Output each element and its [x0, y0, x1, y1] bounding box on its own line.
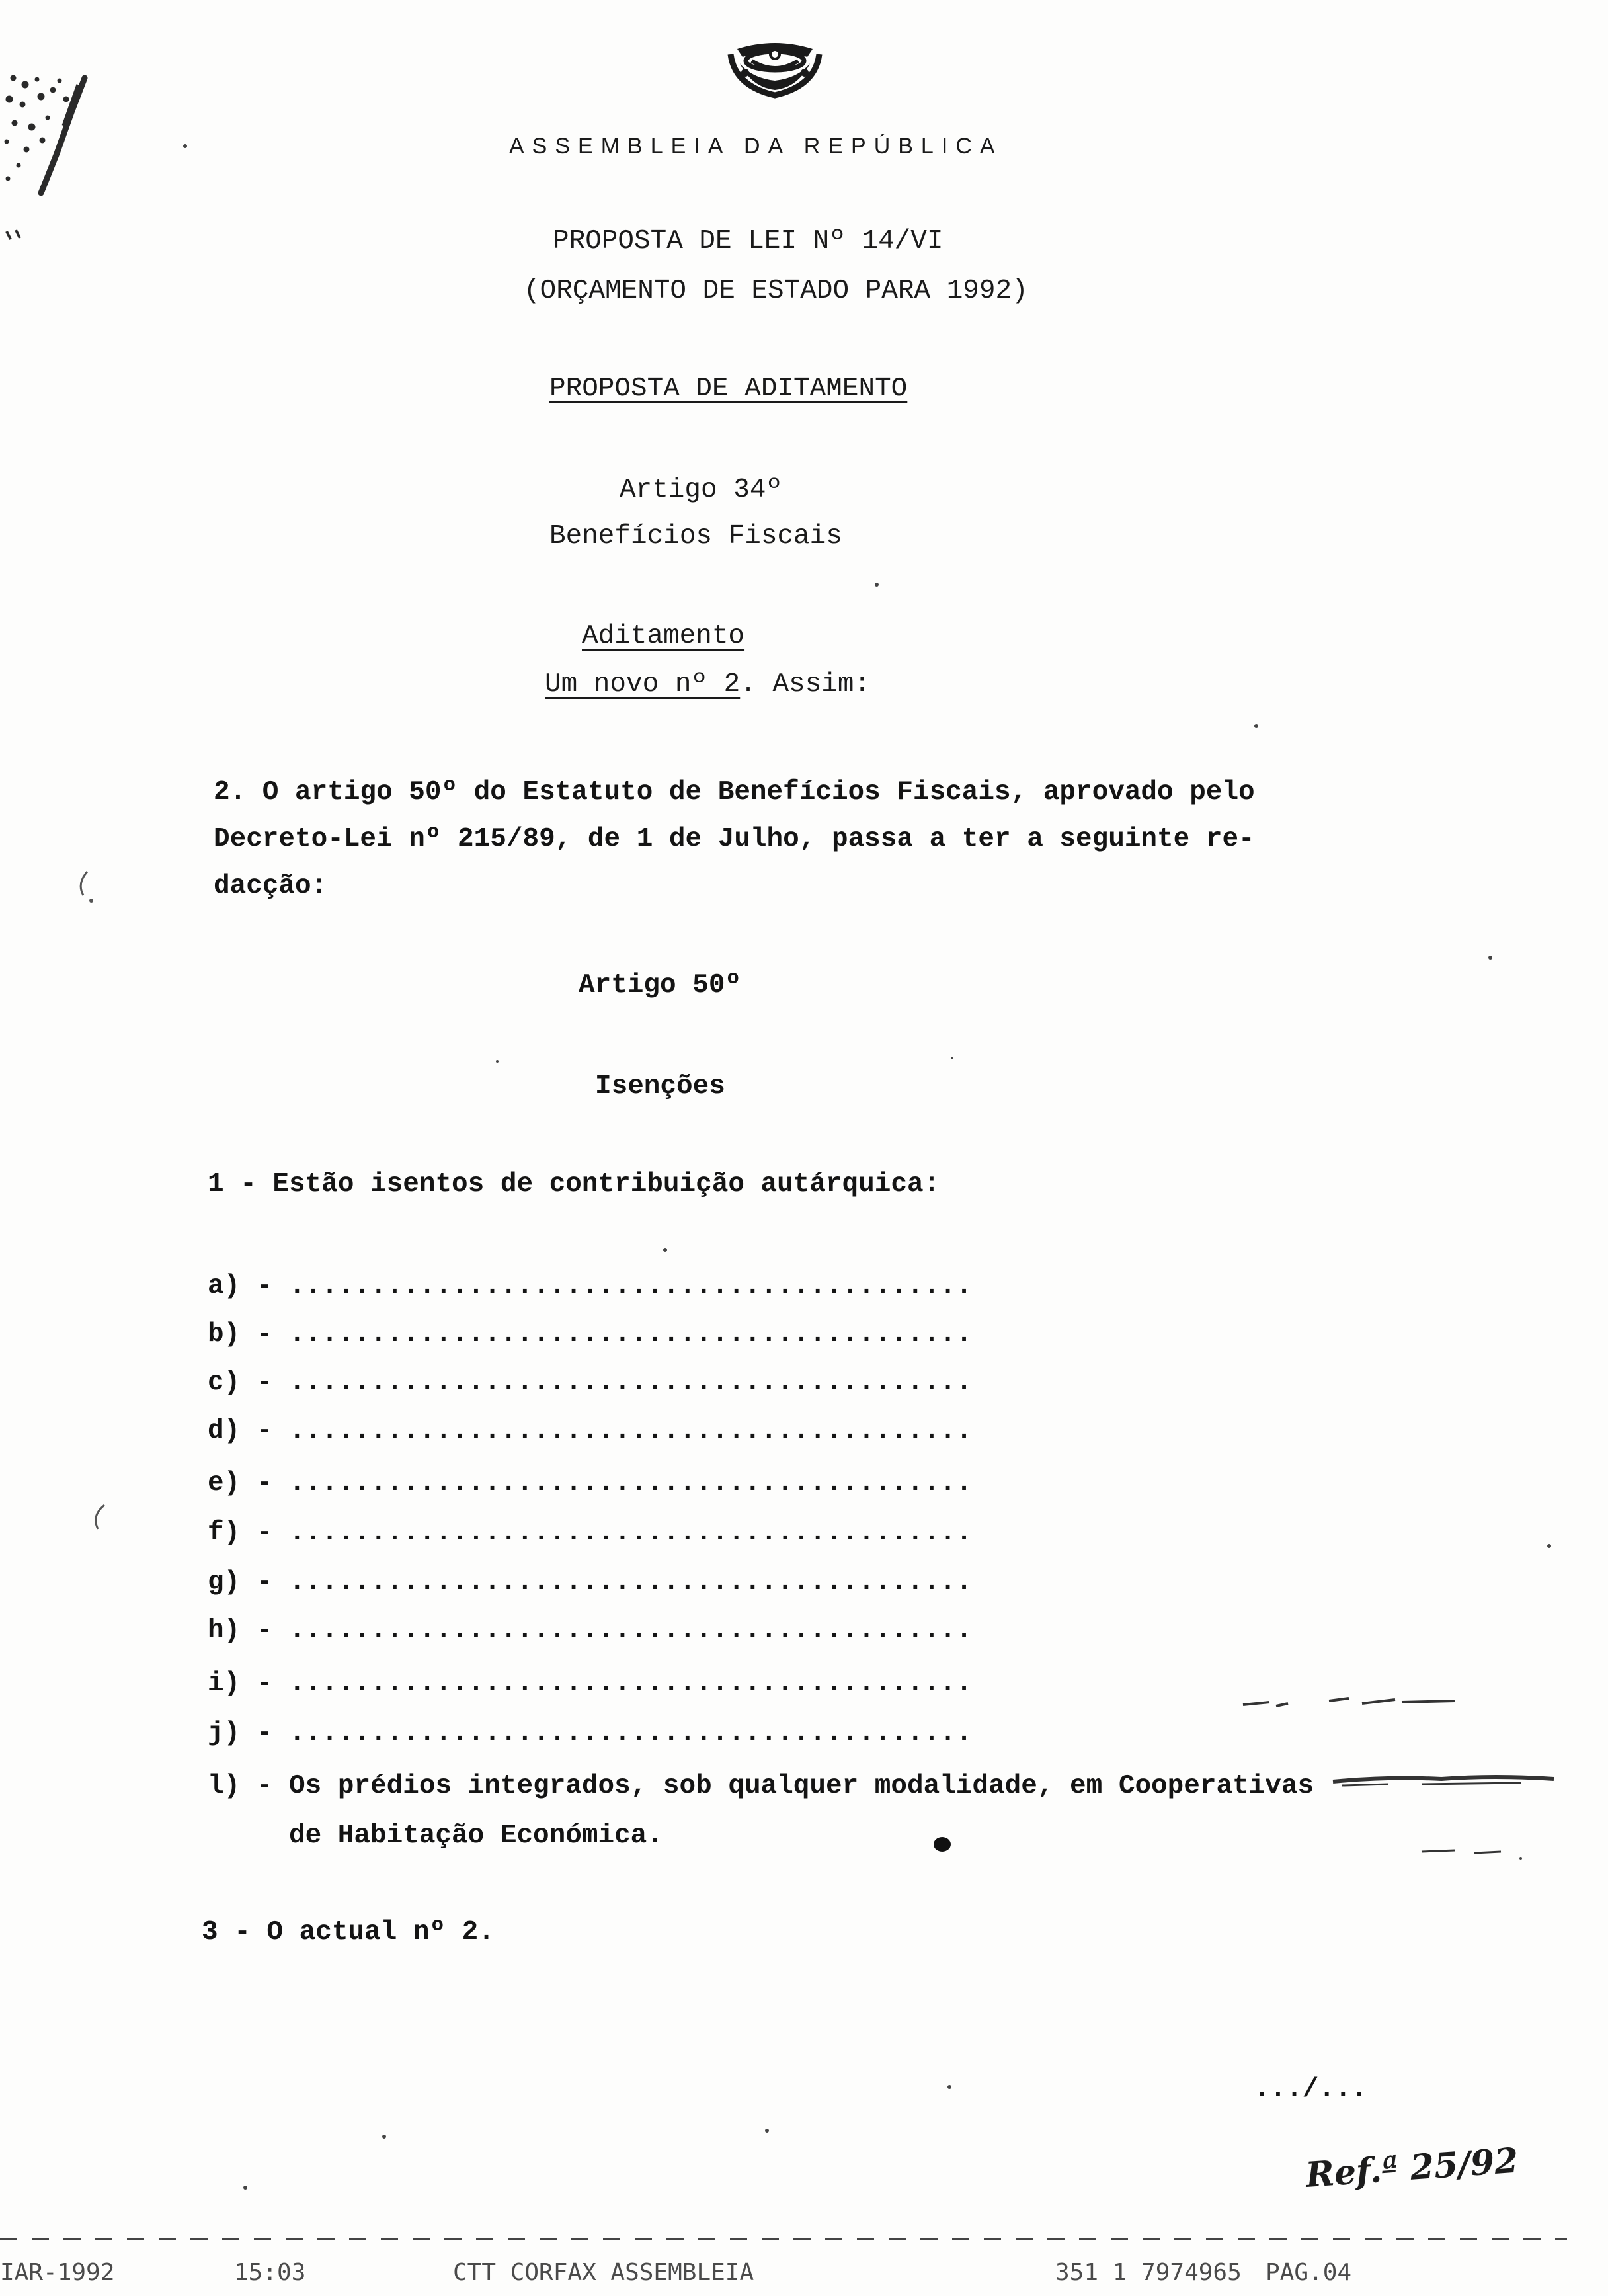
scan-speck	[89, 899, 93, 903]
list-item	[208, 1469, 972, 1497]
fax-date: IAR-1992	[0, 2259, 115, 2286]
scan-mark	[81, 872, 87, 895]
list-item	[208, 1569, 972, 1596]
list-item	[208, 1272, 972, 1300]
item-dots: ..........................................	[289, 1416, 973, 1446]
item-dots: ..........................................	[289, 1319, 973, 1350]
item-dots: ..........................................	[289, 1616, 973, 1646]
item-label: g) -	[208, 1567, 273, 1598]
item-label: l) -	[208, 1771, 273, 1801]
list-item	[208, 1617, 972, 1645]
list-item	[208, 1519, 972, 1547]
item-label: h) -	[208, 1616, 273, 1646]
item-label: a) -	[208, 1271, 273, 1301]
proposal-type: PROPOSTA DE ADITAMENTO	[549, 374, 908, 404]
list-item	[208, 1719, 972, 1747]
list-item	[208, 1670, 972, 1698]
fax-time: 15:03	[234, 2259, 306, 2286]
item-dots: ..........................................	[289, 1567, 973, 1598]
item-label: f) -	[208, 1518, 273, 1548]
article-number: Artigo 34º	[620, 475, 783, 505]
item-dots: ..........................................	[289, 1368, 973, 1398]
institution-name: ASSEMBLEIA DA REPÚBLICA	[509, 134, 1003, 159]
item-dots: ..........................................	[289, 1668, 973, 1699]
continuation-mark: .../...	[1254, 2074, 1368, 2105]
bill-subject: (ORÇAMENTO DE ESTADO PARA 1992)	[524, 276, 1028, 306]
list-item	[208, 1369, 972, 1397]
amendment-heading: Aditamento	[582, 621, 745, 651]
list-item-l	[208, 1772, 1314, 1800]
article-title: Benefícios Fiscais	[549, 521, 842, 552]
list-item-l-continuation: de Habitação Económica.	[289, 1821, 663, 1851]
bill-number: PROPOSTA DE LEI Nº 14/VI	[553, 226, 944, 257]
fax-sender: CTT CORFAX ASSEMBLEIA	[453, 2259, 754, 2286]
item-dots: ..........................................	[289, 1468, 973, 1498]
item-dots: ..........................................	[289, 1271, 973, 1301]
item-label: d) -	[208, 1416, 273, 1446]
item-label: e) -	[208, 1468, 273, 1498]
item-dots: ..........................................	[289, 1518, 973, 1548]
scan-smudge-top-left	[5, 75, 85, 239]
item-label: j) -	[208, 1718, 273, 1748]
item-label: b) -	[208, 1319, 273, 1350]
item-dots: ..........................................	[289, 1718, 973, 1748]
scan-specks	[183, 144, 1551, 2190]
coat-of-arms-icon	[725, 34, 824, 101]
amendment-intro-underlined: Um novo nº 2	[545, 669, 741, 700]
handwritten-reference: Ref.ª 25/92	[1304, 2140, 1520, 2195]
clause-3: 3 - O actual nº 2.	[202, 1917, 495, 1948]
amendment-intro	[545, 671, 870, 698]
item-label: i) -	[208, 1668, 273, 1699]
new-article-title: Isenções	[595, 1071, 725, 1102]
paragraph-line: Decreto-Lei nº 215/89, de 1 de Julho, passa a ter a seguinte re-	[214, 824, 1255, 854]
list-item	[208, 1417, 972, 1445]
paragraph-line: dacção:	[214, 871, 328, 901]
ink-blot	[934, 1837, 951, 1852]
item-label: c) -	[208, 1368, 273, 1398]
item-text: Os prédios integrados, sob qualquer modalidade, em Cooperativas	[289, 1771, 1314, 1801]
paragraph-line: 2. O artigo 50º do Estatuto de Benefícios Fiscais, aprovado pelo	[214, 777, 1255, 807]
scan-mark	[96, 1505, 104, 1529]
fax-page: PAG.04	[1266, 2259, 1352, 2286]
amendment-intro-rest: . Assim:	[740, 669, 871, 700]
list-item	[208, 1321, 972, 1348]
new-article-number: Artigo 50º	[579, 970, 742, 1001]
clause-1: 1 - Estão isentos de contribuição autárquica:	[208, 1169, 940, 1200]
fax-number: 351 1 7974965	[1055, 2259, 1242, 2286]
